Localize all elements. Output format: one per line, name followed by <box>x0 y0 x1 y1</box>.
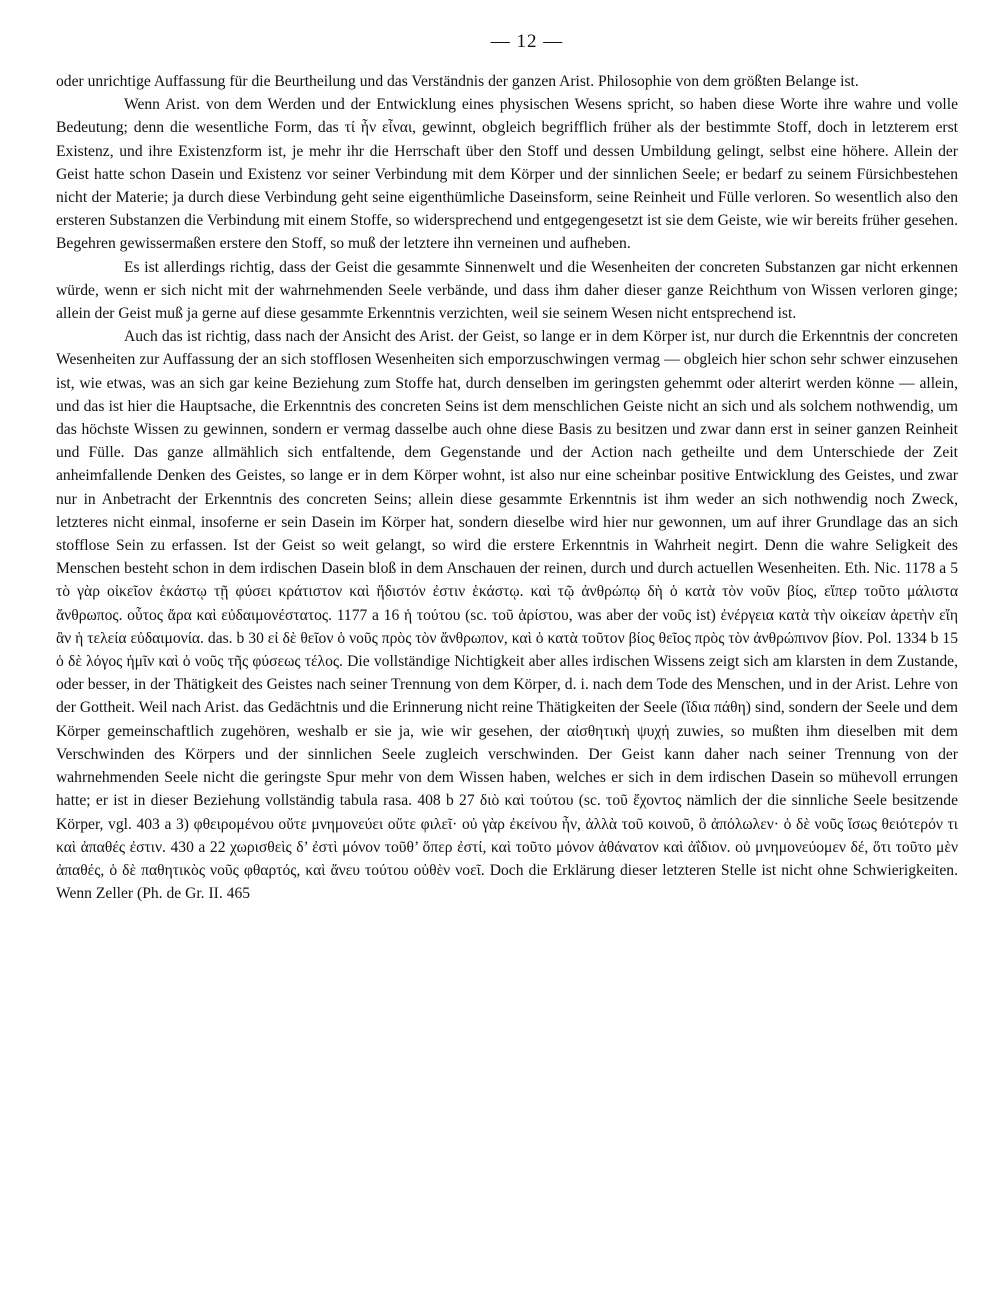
page-number: — 12 — <box>490 31 564 52</box>
paragraph-sinnenwelt: Es ist allerdings richtig, dass der Geist die gesammte Sinnenwelt und die Wesenheiten der concreten Substanzen gar nicht erkennen würde, wenn er sich nicht mit der wahrnehmenden Seele verbände, und dass ihm daher dieser ganze Reichthum von Wissen verloren ginge; allein der Geist muß ja gerne auf diese gesammte Erkenntnis verzichten, weil sie seinem Wesen nicht entsprechend ist. <box>56 258 958 323</box>
paragraph-erkenntnis: Auch das ist richtig, dass nach der Ansicht des Arist. der Geist, so lange er in dem Körper ist, nur durch die Erkenntnis der concreten Wesenheiten zur Auffassung der an sich stofflosen Wesenheiten sich emporzuschwingen vermag — obgleich hier schon sehr schwer einzusehen ist, wie etwas, was an sich gar keine Beziehung zum Stoffe hat, durch denselben im geringsten gehemmt oder alterirt werden könne — allein, und das ist hier die Hauptsache, die Erkenntnis des concreten Seins ist dem menschlichen Geiste nicht an sich und als solchem nothwendig, um das höchste Wissen zu gewinnen, sondern er vermag dasselbe auch ohne diese Basis zu besitzen und zwar dann erst in seiner ganzen Reinheit und Fülle. Das ganze allmählich sich entfaltende, dem Gegenstande und der Action nach getheilte und dem Unterschiede der Zeit anheimfallende Denken des Geistes, so lange er in dem Körper wohnt, ist also nur eine scheinbar positive Entwicklung des Geistes, und zwar nur in Anbetracht der Erkenntnis des concreten Seins; allein diese gesammte Erkenntnis ist ihm weder an sich nothwendig noch Zweck, letzteres nicht einmal, insoferne er sein Dasein im Körper hat, sondern dieselbe wird hier nur gewonnen, um auf ihrer Grundlage das an sich stofflose Sein zu erfassen. Ist der Geist so weit gelangt, so wird die erstere Erkenntnis in Wahrheit negirt. Denn die wahre Seligkeit des Menschen besteht schon in dem irdischen Dasein bloß in dem Anschauen der reinen, durch und durch actuellen Wesenheiten. Eth. Nic. 1178 a 5 τὸ γὰρ οἰκεῖον ἑκάστῳ τῇ φύσει κράτιστον καὶ ἥδιστόν ἐστιν ἑκάστῳ. καὶ τῷ ἀνθρώπῳ δὴ ὁ κατὰ τὸν νοῦν βίος, εἴπερ τοῦτο μάλιστα ἄνθρωπος. οὗτος ἄρα καὶ εὐδαιμονέστατος. 1177 a 16 ἡ τούτου (sc. τοῦ ἀρίστου, was aber der νοῦς ist) ἐνέργεια κατὰ τὴν οἰκείαν ἀρετὴν εἴη ἂν ἡ τελεία εὐδαιμονία. das. b 30 εἰ δὲ θεῖον ὁ νοῦς πρὸς τὸν ἄνθρωπον, καὶ ὁ κατὰ τοῦτον βίος θεῖος πρὸς τὸν ἀνθρώπινον βίον. Pol. 1334 b 15 ὁ δὲ λόγος ἡμῖν καὶ ὁ νοῦς τῆς φύσεως τέλος. Die vollständige Nichtigkeit aber alles irdischen Wissens zeigt sich am klarsten in dem Zustande, oder besser, in der Thätigkeit des Geistes nach seiner Trennung von dem Körper, d. i. nach dem Tode des Menschen, und in der Arist. Lehre von der Gottheit. Weil nach Arist. das Gedächtnis und die Erinnerung nicht reine Thätigkeiten der Seele (ἴδια πάθη) sind, sondern der Seele und dem Körper gemeinschaftlich zugehören, weshalb er sie ja, wie wir gesehen, der αἰσθητικὴ ψυχή zuwies, so mußten ihm dieselben mit dem Verschwinden des Körpers und der sinnlichen Seele zugleich verschwinden. Der Geist kann daher nach seiner Trennung von der wahrnehmenden Seele nicht die geringste Spur mehr von dem Wissen haben, welches er sich in dem irdischen Dasein so mühevoll errungen hatte; er ist in dieser Beziehung vollständig tabula rasa. 408 b 27 διὸ καὶ τούτου (sc. τοῦ ἔχοντος nämlich der die sinnliche Seele besitzende Körper, vgl. 403 a 3) φθειρομένου οὔτε μνημονεύει οὔτε φιλεῖ· οὐ γὰρ ἐκείνου ἦν, ἀλλὰ τοῦ κοινοῦ, ὃ ἀπόλωλεν· ὁ δὲ νοῦς ἴσως θειότερόν τι καὶ ἀπαθές ἐστιν. 430 a 22 χωρισθεὶς δ’ ἐστὶ μόνον τοῦθ’ ὅπερ ἐστί, καὶ τοῦτο μόνον ἀθάνατον καὶ ἀΐδιον. οὐ μνημονεύομεν δέ, ὅτι τοῦτο μὲν ἀπαθές, ὁ δὲ παθητικὸς νοῦς φθαρτός, καὶ ἄνευ τούτου οὐθὲν νοεῖ. Doch die Erklärung dieser letzteren Stelle ist nicht ohne Schwierigkeiten. Wenn Zeller (Ph. de Gr. II. 465 <box>56 328 958 903</box>
paragraph-werden: Wenn Arist. von dem Werden und der Entwicklung eines physischen Wesens spricht, so haben diese Worte ihre wahre und volle Bedeutung; denn die wesentliche Form, das τί ἦν εἶναι, gewinnt, obgleich begrifflich früher als der bestimmte Stoff, doch in letzterem erst Existenz, und ihre Existenzform ist, je mehr ihr die Herrschaft über den Stoff und dessen Umbildung gelingt, selbst eine höhere. Allein der Geist hatte schon Dasein und Existenz vor seiner Verbindung mit dem Körper und der sinnlichen Seele; er bedarf zu seinem Fürsichbestehen nicht der Materie; ja durch diese Verbindung geht seine eigenthümliche Daseinsform, seine Reinheit und Fülle verloren. So wesentlich also den ersteren Substanzen die Verbindung mit einem Stoffe, so widersprechend und entgegengesetzt ist sie dem Geiste, wie wir bereits früher gesehen. Begehren gewissermaßen erstere den Stoff, so muß der letztere ihn verneinen und aufheben. <box>56 96 958 253</box>
paragraph-continuation: oder unrichtige Auffassung für die Beurtheilung und das Verständnis der ganzen Arist. Philosophie von dem größten Belange ist. <box>56 73 859 90</box>
